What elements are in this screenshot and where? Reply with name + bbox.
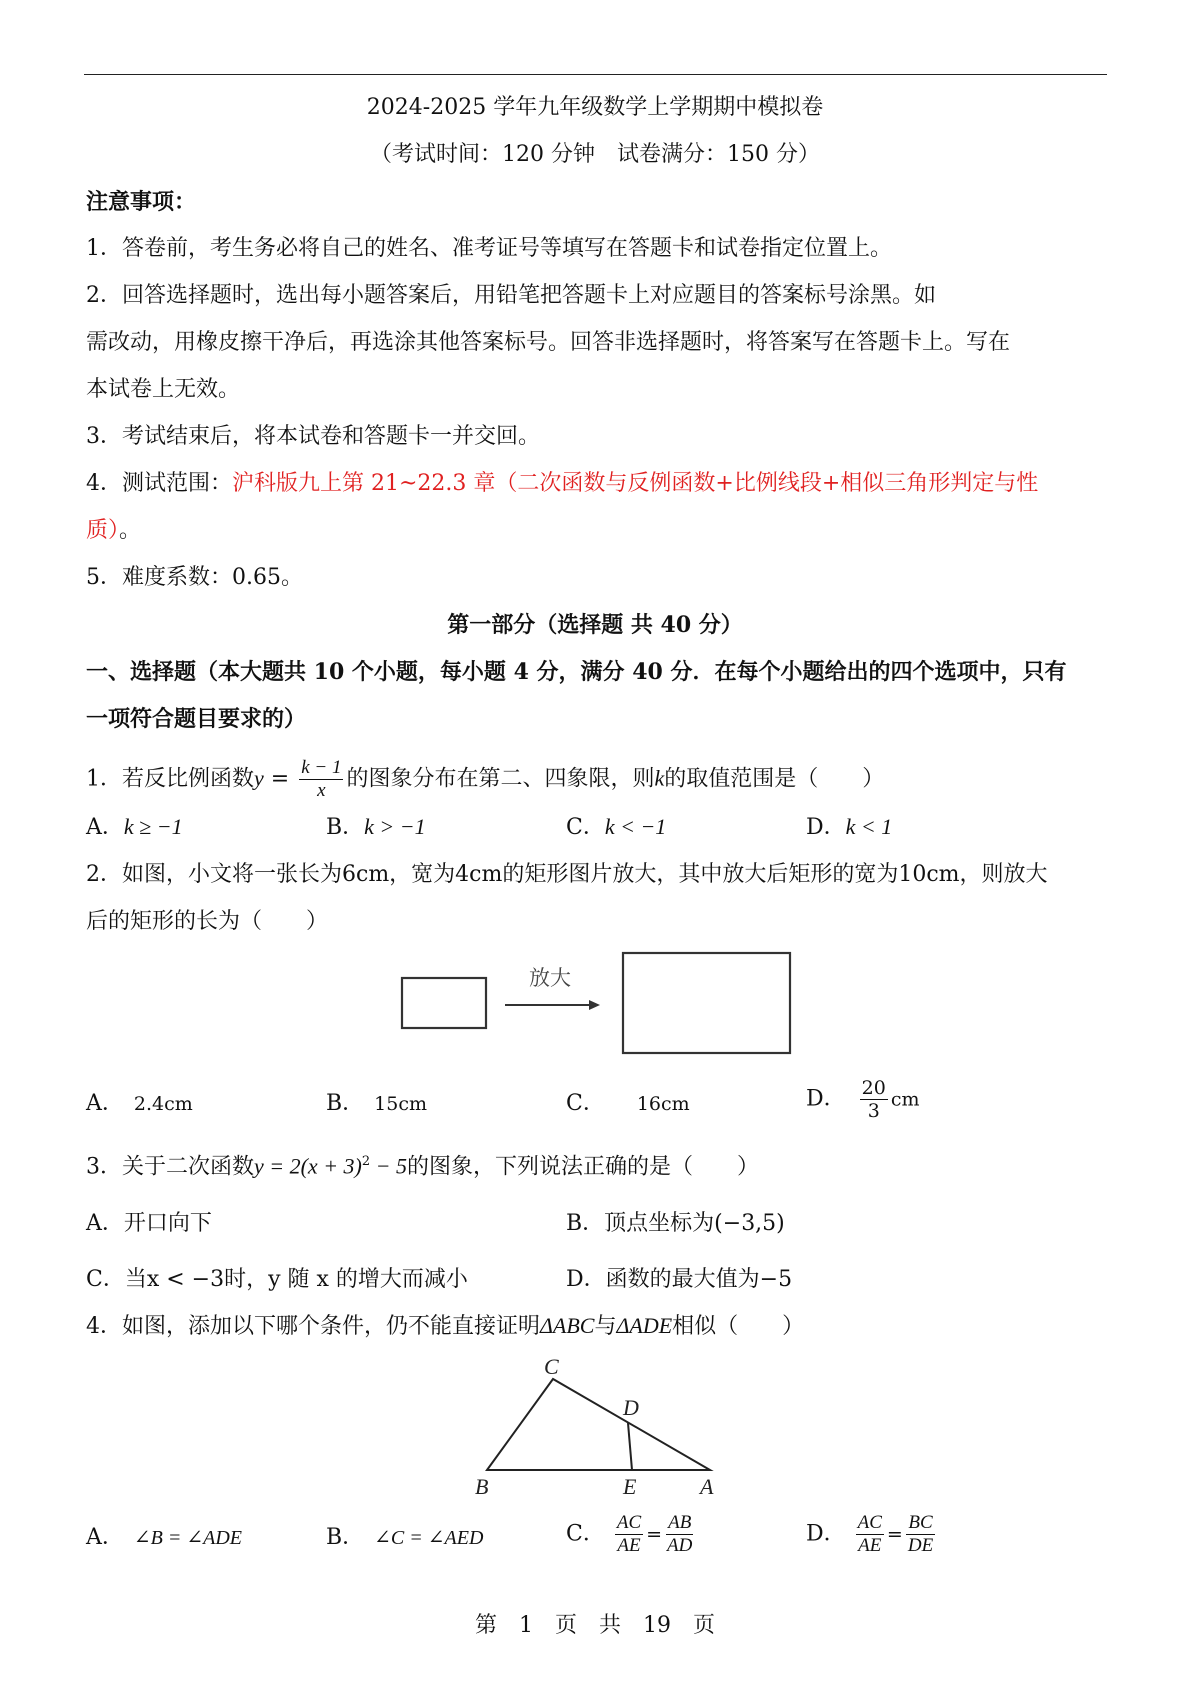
- option-text: k > −1: [364, 814, 426, 839]
- note-item-2-line-2: 需改动，用橡皮擦干净后，再选涂其他答案标号。回答非选择题时，将答案写在答题卡上。写在: [86, 330, 1011, 355]
- test-scope-red: 沪科版九上第 21~22.3 章（二次函数与反例函数+比例线段+相似三角形判定与性: [232, 471, 1039, 496]
- question-2-line-2: 后的矩形的长为（ ）: [86, 909, 329, 934]
- q2-option-c[interactable]: [566, 1090, 690, 1118]
- note-item-4-line-1: [86, 470, 1038, 498]
- q2-option-d[interactable]: [806, 1077, 920, 1122]
- large-rectangle: [623, 953, 790, 1053]
- option-label: C．: [86, 1267, 125, 1292]
- option-label: A．: [86, 1091, 124, 1116]
- q4-mid: 与: [594, 1314, 617, 1339]
- note-item-4-prefix: 4．测试范围：: [86, 471, 232, 496]
- fraction-denominator: DE: [907, 1535, 934, 1556]
- option-text: 开口向下: [123, 1211, 212, 1236]
- option-text: 15cm: [374, 1093, 428, 1115]
- note-item-2-line-1: 2．回答选择题时，选出每小题答案后，用铅笔把答题卡上对应题目的答案标号涂黑。如: [86, 283, 936, 308]
- exam-subtitle: （考试时间：120 分钟 试卷满分：150 分）: [370, 142, 820, 167]
- q1-fraction: [299, 757, 343, 802]
- fraction-denominator: 3: [867, 1100, 880, 1122]
- part1-title: 第一部分（选择题 共 40 分）: [447, 612, 743, 638]
- option-label: B．: [326, 1525, 365, 1550]
- option-text: k < 1: [845, 814, 893, 839]
- q1-suffix-b: 的取值范围是（ ）: [664, 766, 885, 792]
- label-a: A: [700, 1474, 714, 1499]
- option-text: k ≥ −1: [123, 814, 183, 839]
- q1-var-k: k: [654, 765, 665, 791]
- note-item-1: 1．答卷前，考生务必将自己的姓名、准考证号等填写在答题卡和试卷指定位置上。: [86, 236, 892, 261]
- option-text: ∠B = ∠ADE: [133, 1527, 242, 1549]
- q4-triangle-abc: ΔABC: [540, 1313, 595, 1338]
- q1-prefix: 1．若反比例函数: [86, 766, 254, 792]
- enlarge-label: 放大: [529, 966, 571, 990]
- q4-option-b[interactable]: [326, 1524, 483, 1552]
- option-text: 函数的最大值为−5: [605, 1267, 793, 1292]
- q1-option-a[interactable]: [86, 813, 183, 842]
- fraction-numerator: AC: [857, 1512, 882, 1533]
- q3-formula-a: y = 2(x + 3): [254, 1153, 362, 1179]
- fraction-numerator: BC: [908, 1512, 933, 1533]
- enlarge-arrow-head: [589, 1000, 600, 1010]
- q4-option-a[interactable]: [86, 1524, 242, 1552]
- q1-fraction-numerator: k − 1: [301, 757, 342, 778]
- label-d: D: [623, 1395, 639, 1420]
- option-label: D．: [806, 815, 846, 840]
- label-b: B: [475, 1474, 489, 1499]
- notes-heading: 注意事项：: [86, 189, 197, 215]
- fraction-right: [906, 1512, 935, 1557]
- option-unit: cm: [890, 1088, 920, 1111]
- exam-title: 2024-2025 学年九年级数学上学期期中模拟卷: [366, 95, 824, 120]
- q3-formula-b: − 5: [370, 1153, 408, 1179]
- option-label: A．: [86, 1525, 124, 1550]
- fraction-left: [856, 1512, 884, 1557]
- fraction-numerator: 20: [861, 1077, 886, 1099]
- option-label: B．: [326, 1091, 365, 1116]
- option-text: ∠C = ∠AED: [374, 1527, 484, 1549]
- q3-option-b[interactable]: [566, 1210, 785, 1238]
- question-4: [86, 1312, 804, 1341]
- q4-option-c[interactable]: [566, 1512, 697, 1557]
- question-1: [86, 757, 884, 802]
- q3-option-a[interactable]: [86, 1210, 212, 1238]
- option-text: 顶点坐标为(−3,5): [604, 1211, 785, 1236]
- fraction-right: [665, 1512, 694, 1557]
- option-label: B．: [566, 1211, 605, 1236]
- section-heading-line-2: 一项符合题目要求的）: [86, 706, 307, 732]
- small-rectangle: [402, 978, 486, 1028]
- q3-option-c[interactable]: [86, 1266, 468, 1294]
- fraction-denominator: AE: [617, 1535, 641, 1556]
- label-e: E: [623, 1474, 637, 1499]
- page-footer: 第 1 页 共 19 页: [475, 1613, 715, 1638]
- triangle-abc: [487, 1379, 710, 1470]
- option-label: A．: [86, 815, 124, 840]
- option-label: C．: [566, 1091, 605, 1116]
- q1-suffix-a: 的图象分布在第二、四象限，则: [346, 766, 655, 792]
- q4-option-d[interactable]: [806, 1512, 938, 1557]
- q4-triangle-figure: [460, 1350, 730, 1500]
- option-text: 2.4cm: [133, 1093, 193, 1115]
- q2-figure: [390, 945, 810, 1060]
- note-item-2-line-3: 本试卷上无效。: [86, 377, 241, 402]
- label-c: C: [544, 1354, 559, 1379]
- question-3: [86, 1148, 759, 1181]
- note-item-4-suffix: 。: [119, 518, 142, 543]
- option-label: A．: [86, 1211, 124, 1236]
- note-item-3: 3．考试结束后，将本试卷和答题卡一并交回。: [86, 424, 540, 449]
- q1-var-y: y: [254, 765, 264, 791]
- q2-option-d-fraction: [860, 1077, 888, 1122]
- fraction-denominator: AD: [667, 1535, 693, 1556]
- section-heading-line-1: 一、选择题（本大题共 10 个小题，每小题 4 分，满分 40 分．在每个小题给出的四个选项中，只有: [86, 659, 1067, 685]
- q1-fraction-denominator: x: [317, 780, 326, 801]
- top-rule: [84, 74, 1107, 75]
- question-2-line-1: 2．如图，小文将一张长为6cm，宽为4cm的矩形图片放大，其中放大后矩形的宽为10cm，则放大: [86, 862, 1048, 887]
- q1-option-d[interactable]: [806, 813, 892, 842]
- fraction-numerator: AC: [616, 1512, 642, 1533]
- note-item-5: 5．难度系数：0.65。: [86, 565, 303, 590]
- option-label: C．: [566, 1521, 605, 1547]
- equals-sign: =: [886, 1523, 903, 1546]
- option-label: D．: [806, 1086, 846, 1112]
- test-scope-red-end: 质）: [86, 518, 120, 543]
- q3-exponent: 2: [361, 1154, 371, 1169]
- q2-option-b[interactable]: [326, 1090, 427, 1118]
- q4-suffix: 相似（ ）: [672, 1314, 805, 1339]
- q3-prefix: 3．关于二次函数: [86, 1154, 254, 1180]
- option-label: C．: [566, 815, 605, 840]
- q3-suffix: 的图象，下列说法正确的是（ ）: [407, 1154, 760, 1180]
- fraction-denominator: AE: [858, 1535, 882, 1556]
- equals-sign: =: [646, 1523, 663, 1546]
- note-item-4-line-2: [86, 517, 141, 545]
- option-text: 16cm: [636, 1093, 690, 1115]
- segment-de: [628, 1423, 632, 1470]
- option-text: 当x < −3时，y 随 x 的增大而减小: [124, 1267, 468, 1292]
- fraction-numerator: AB: [668, 1512, 692, 1533]
- option-label: D．: [566, 1267, 606, 1292]
- q4-prefix: 4．如图，添加以下哪个条件，仍不能直接证明: [86, 1314, 540, 1339]
- q1-option-c[interactable]: [566, 813, 666, 842]
- q4-triangle-ade: ΔADE: [616, 1313, 673, 1338]
- option-text: k < −1: [604, 814, 667, 839]
- fraction-left: [615, 1512, 643, 1557]
- q3-option-d[interactable]: [566, 1266, 792, 1294]
- q1-equals: =: [263, 766, 297, 792]
- q1-option-b[interactable]: [326, 813, 426, 842]
- option-label: D．: [806, 1521, 846, 1547]
- q2-option-a[interactable]: [86, 1090, 193, 1118]
- option-label: B．: [326, 815, 365, 840]
